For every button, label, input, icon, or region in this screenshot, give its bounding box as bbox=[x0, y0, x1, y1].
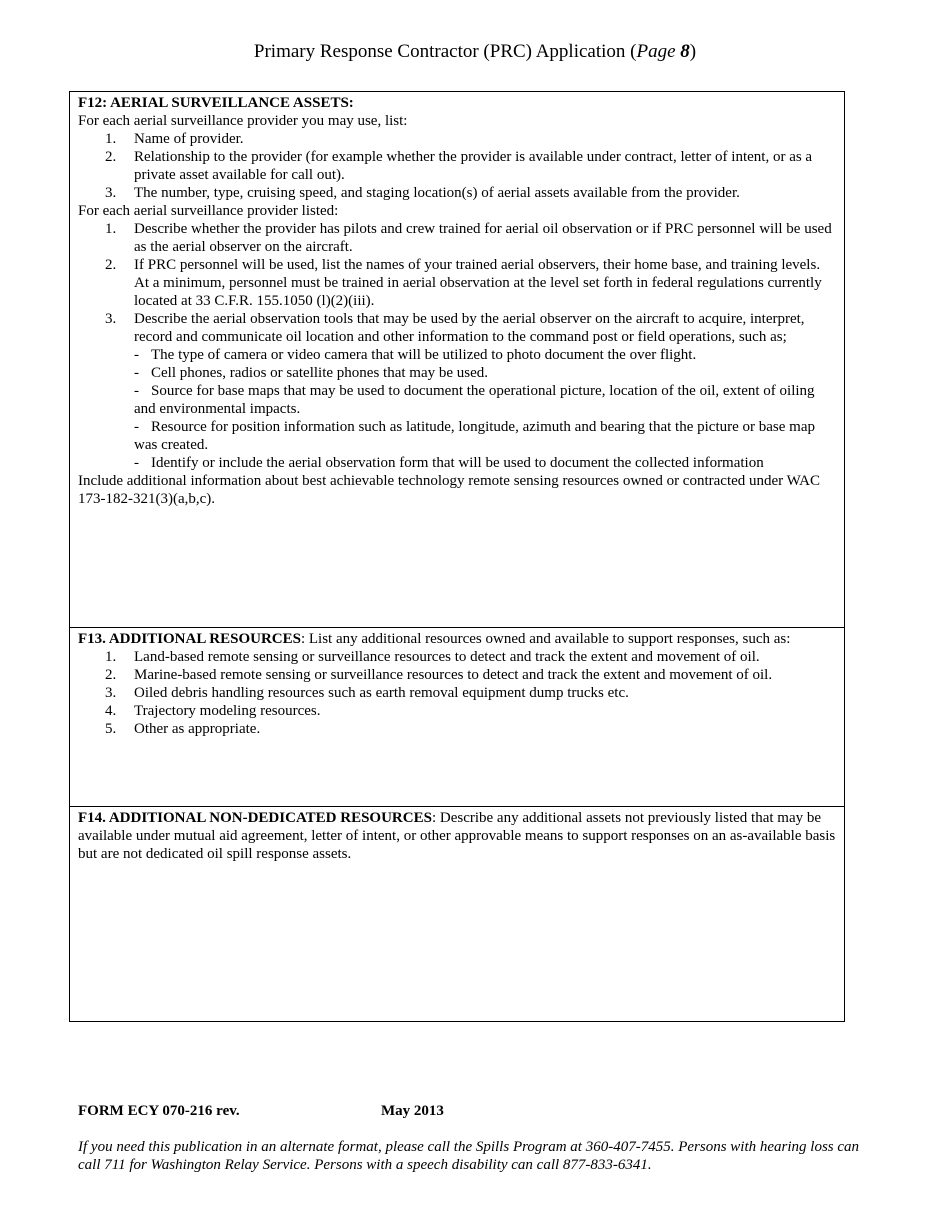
list-item bbox=[78, 684, 836, 702]
item-text: Describe the aerial observation tools that may be used by the aerial observer on the aircraft to acquire, interpret, record and communicate oil location and other information to the command post or field operations, such as; bbox=[134, 311, 805, 345]
item-number: 4. bbox=[105, 703, 117, 719]
item-number: 1. bbox=[105, 649, 117, 665]
item-number: 3. bbox=[105, 185, 117, 201]
f14-paragraph bbox=[78, 809, 836, 863]
list-item bbox=[78, 184, 836, 202]
dash-text: The type of camera or video camera that will be utilized to photo document the over flight. bbox=[151, 347, 697, 363]
item-text: Oiled debris handling resources such as earth removal equipment dump trucks etc. bbox=[134, 685, 629, 701]
dash-item bbox=[78, 454, 836, 472]
list-item bbox=[78, 256, 836, 310]
f12-heading: F12: AERIAL SURVEILLANCE ASSETS: bbox=[78, 95, 354, 111]
title-prefix: Primary Response Contractor (PRC) Application ( bbox=[253, 41, 637, 62]
f12-intro2: For each aerial surveillance provider listed: bbox=[78, 203, 339, 219]
dash-text: Identify or include the aerial observation form that will be used to document the collected information bbox=[151, 455, 764, 471]
form-date: May 2013 bbox=[381, 1103, 444, 1119]
item-text: Marine-based remote sensing or surveillance resources to detect and track the extent and movement of oil. bbox=[134, 667, 773, 683]
item-text: If PRC personnel will be used, list the names of your trained aerial observers, their home base, and training levels. At a minimum, personnel must be trained in aerial observation at the level set forth in federal regulations currently located at 33 C.F.R. 155.1050 (l)(2)(iii). bbox=[134, 257, 822, 309]
f13-heading: F13. ADDITIONAL RESOURCES bbox=[78, 631, 301, 647]
title-suffix: ) bbox=[689, 41, 697, 62]
dash-item bbox=[78, 364, 836, 382]
dash-mark: - bbox=[134, 347, 139, 363]
f12-list1 bbox=[78, 130, 836, 202]
item-number: 5. bbox=[105, 721, 117, 737]
f13-list bbox=[78, 648, 836, 738]
f14-text: : Describe any additional assets not previously listed that may be available under mutual aid agreement, letter of intent, or other approvable means to support responses on an as-available basis but are not dedicated oil spill response assets. bbox=[78, 810, 836, 862]
accessibility-note: If you need this publication in an alternate format, please call the Spills Program at 360-407-7455. Persons with hearing loss can call 711 for Washington Relay Service. Persons with a speech disability can call 877-833-6341. bbox=[78, 1139, 860, 1173]
item-number: 2. bbox=[105, 667, 117, 683]
dash-mark: - bbox=[134, 419, 139, 435]
list-item bbox=[78, 702, 836, 720]
f12-intro1: For each aerial surveillance provider you may use, list: bbox=[78, 113, 408, 129]
list-item bbox=[78, 220, 836, 256]
item-number: 2. bbox=[105, 257, 117, 273]
f12-list2 bbox=[78, 220, 836, 346]
f12-dash-list bbox=[78, 346, 836, 472]
list-item bbox=[78, 130, 836, 148]
list-item bbox=[78, 666, 836, 684]
page-title bbox=[0, 40, 950, 64]
item-text: Other as appropriate. bbox=[134, 721, 261, 737]
section-f13 bbox=[69, 627, 845, 807]
dash-item bbox=[78, 382, 836, 418]
dash-mark: - bbox=[134, 383, 139, 399]
list-item bbox=[78, 310, 836, 346]
item-text: Name of provider. bbox=[134, 131, 244, 147]
item-text: The number, type, cruising speed, and staging location(s) of aerial assets available from the provider. bbox=[134, 185, 740, 201]
item-number: 3. bbox=[105, 685, 117, 701]
dash-mark: - bbox=[134, 365, 139, 381]
item-number: 1. bbox=[105, 131, 117, 147]
f14-heading: F14. ADDITIONAL NON-DEDICATED RESOURCES bbox=[78, 810, 432, 826]
item-number: 1. bbox=[105, 221, 117, 237]
dash-mark: - bbox=[134, 455, 139, 471]
page-word: Page bbox=[636, 41, 681, 62]
dash-item bbox=[78, 346, 836, 364]
f13-intro-line bbox=[78, 630, 836, 648]
dash-text: Source for base maps that may be used to document the operational picture, location of the oil, extent of oiling and environmental impacts. bbox=[134, 383, 815, 417]
item-text: Describe whether the provider has pilots and crew trained for aerial oil observation or if PRC personnel will be used as the aerial observer on the aircraft. bbox=[134, 221, 832, 255]
dash-text: Resource for position information such as latitude, longitude, azimuth and bearing that the picture or base map was created. bbox=[134, 419, 815, 453]
section-f12 bbox=[69, 91, 845, 628]
item-text: Relationship to the provider (for example whether the provider is available under contract, letter of intent, or as a private asset available for call out). bbox=[134, 149, 813, 183]
list-item bbox=[78, 720, 836, 738]
f13-intro: : List any additional resources owned and available to support responses, such as: bbox=[300, 631, 791, 647]
page-number: 8 bbox=[680, 41, 690, 62]
item-text: Trajectory modeling resources. bbox=[134, 703, 321, 719]
page-label bbox=[636, 41, 689, 62]
dash-item bbox=[78, 418, 836, 454]
item-text: Land-based remote sensing or surveillance resources to detect and track the extent and movement of oil. bbox=[134, 649, 760, 665]
f12-closing: Include additional information about best achievable technology remote sensing resources owned or contracted under WAC 173-182-321(3)(a,b,c). bbox=[78, 473, 820, 507]
dash-text: Cell phones, radios or satellite phones that may be used. bbox=[151, 365, 489, 381]
section-f14 bbox=[69, 806, 845, 1022]
list-item bbox=[78, 148, 836, 184]
item-number: 2. bbox=[105, 149, 117, 165]
list-item bbox=[78, 648, 836, 666]
item-number: 3. bbox=[105, 311, 117, 327]
form-number: FORM ECY 070-216 rev. bbox=[78, 1103, 240, 1119]
